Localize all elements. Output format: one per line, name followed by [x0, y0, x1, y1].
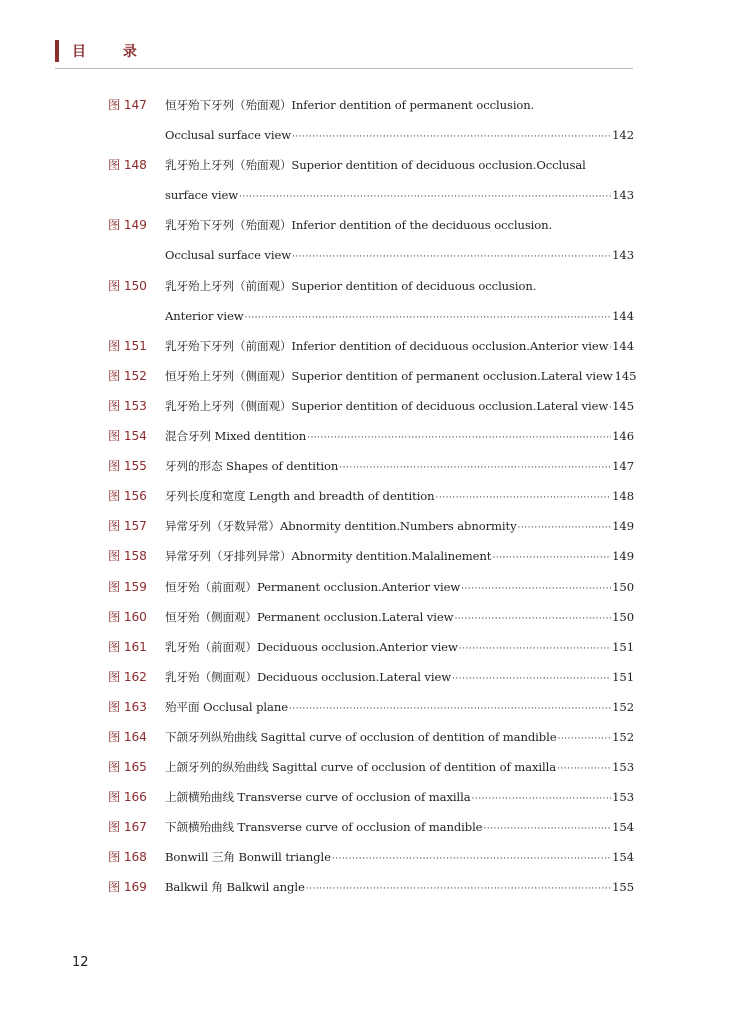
page-ref: 144 [612, 308, 634, 323]
dot-leader [454, 604, 611, 634]
figure-number: 图 149 [108, 218, 147, 233]
dot-leader [609, 393, 611, 423]
entry-title: 下颌横殆曲线 Transverse curve of occlusion of mandible [165, 820, 483, 835]
entry-title: 乳牙殆上牙列（殆面观）Superior dentition of deciduous occlusion.Occlusal [165, 158, 586, 173]
page-ref: 151 [612, 639, 634, 654]
page-ref: 152 [612, 699, 634, 714]
entry-title: 乳牙殆上牙列（侧面观）Superior dentition of deciduous occlusion.Lateral view [165, 398, 609, 413]
figure-number: 图 160 [108, 609, 147, 624]
page-ref: 148 [612, 489, 634, 504]
toc-entry[interactable] [108, 722, 634, 752]
dot-leader [245, 303, 612, 333]
page-ref: 155 [612, 880, 634, 895]
entry-title: 上颌牙列的纵殆曲线 Sagittal curve of occlusion of dentition of maxilla [165, 760, 557, 775]
header-accent-bar [55, 40, 59, 62]
page-ref: 153 [612, 760, 634, 775]
figure-number: 图 157 [108, 519, 147, 534]
page-ref: 153 [612, 790, 634, 805]
entry-title: 上颌横殆曲线 Transverse curve of occlusion of maxilla [165, 790, 471, 805]
entry-title: 异常牙列（牙数异常）Abnormity dentition.Numbers abnormity [165, 519, 517, 534]
page-ref: 154 [612, 850, 634, 865]
toc-entry[interactable] [108, 812, 634, 842]
toc-entry[interactable] [108, 872, 634, 902]
figure-number: 图 168 [108, 850, 147, 865]
page-ref: 146 [612, 429, 634, 444]
figure-number: 图 147 [108, 98, 147, 112]
section-title: 目 录 [72, 44, 153, 60]
toc-entry[interactable] [108, 752, 634, 782]
toc-entry[interactable] [108, 271, 634, 331]
toc-entry[interactable] [108, 632, 634, 662]
entry-title-continued: Occlusal surface view [165, 248, 292, 263]
toc-entry[interactable] [108, 541, 634, 571]
page-ref: 147 [612, 459, 634, 474]
entry-title: Bonwill 三角 Bonwill triangle [165, 850, 331, 865]
page-ref: 143 [612, 188, 634, 203]
entry-title-continued: Occlusal surface view [165, 128, 292, 143]
page-ref: 143 [612, 248, 634, 263]
page-ref: 142 [612, 128, 634, 143]
page-ref: 150 [612, 579, 634, 594]
toc-entry[interactable] [108, 90, 634, 150]
entry-title: 乳牙殆下牙列（前面观）Inferior dentition of deciduous occlusion.Anterior view [165, 338, 609, 353]
figure-number: 图 150 [108, 278, 147, 293]
toc-entry[interactable] [108, 662, 634, 692]
dot-leader [461, 574, 611, 604]
dot-leader [436, 483, 612, 513]
toc-entry[interactable] [108, 602, 634, 632]
dot-leader [292, 242, 611, 272]
entry-title: 恒牙殆（侧面观）Permanent occlusion.Lateral view [165, 609, 454, 624]
figure-number: 图 155 [108, 459, 147, 474]
figure-number: 图 167 [108, 820, 147, 835]
toc-entry[interactable] [108, 842, 634, 872]
figure-number: 图 165 [108, 760, 147, 775]
dot-leader [609, 333, 611, 363]
toc-entry[interactable] [108, 331, 634, 361]
figure-number: 图 162 [108, 669, 147, 684]
page-ref: 145 [614, 368, 637, 383]
entry-title: 乳牙殆（前面观）Deciduous occlusion.Anterior view [165, 639, 458, 654]
figure-number: 图 166 [108, 790, 147, 805]
dot-leader [557, 724, 611, 754]
entry-title-continued: surface view [165, 188, 239, 203]
figure-number: 图 163 [108, 699, 147, 714]
dot-leader [557, 754, 611, 784]
page-ref: 154 [612, 820, 634, 835]
figure-number: 图 153 [108, 398, 147, 413]
figure-number: 图 159 [108, 579, 147, 594]
page-ref: 144 [612, 338, 634, 353]
page-ref: 149 [612, 519, 634, 534]
toc-entry[interactable] [108, 150, 634, 210]
figure-number: 图 161 [108, 639, 147, 654]
table-of-contents [108, 90, 637, 903]
dot-leader [306, 874, 611, 904]
page-header [55, 39, 633, 68]
entry-title: 乳牙殆（侧面观）Deciduous occlusion.Lateral view [165, 669, 452, 684]
toc-entry[interactable] [108, 451, 634, 481]
toc-entry[interactable] [108, 782, 634, 812]
toc-entry[interactable] [108, 361, 637, 391]
dot-leader [518, 513, 612, 543]
toc-entry[interactable] [108, 511, 634, 541]
toc-entry[interactable] [108, 692, 634, 722]
toc-entry[interactable] [108, 572, 634, 602]
entry-title: 恒牙殆下牙列（殆面观）Inferior dentition of permanent occlusion. [165, 98, 535, 112]
dot-leader [292, 122, 611, 152]
dot-leader [289, 694, 611, 724]
dot-leader [492, 543, 611, 573]
entry-title-continued: Anterior view [165, 308, 244, 323]
figure-number: 图 156 [108, 489, 147, 504]
entry-title: 异常牙列（牙排列异常）Abnormity dentition.Malalinement [165, 549, 492, 564]
page-number: 12 [72, 955, 89, 970]
entry-title: 牙列长度和宽度 Length and breadth of dentition [165, 489, 435, 504]
dot-leader [452, 664, 611, 694]
dot-leader [332, 844, 611, 874]
entry-title: 下颌牙列纵殆曲线 Sagittal curve of occlusion of dentition of mandible [165, 729, 557, 744]
figure-number: 图 154 [108, 429, 147, 444]
dot-leader [239, 182, 611, 212]
entry-title: 殆平面 Occlusal plane [165, 699, 288, 714]
figure-number: 图 148 [108, 158, 147, 173]
dot-leader [459, 634, 611, 664]
toc-entry[interactable] [108, 421, 634, 451]
toc-entry[interactable] [108, 210, 634, 270]
entry-title: 混合牙列 Mixed dentition [165, 429, 307, 444]
page-ref: 151 [612, 669, 634, 684]
entry-title: 牙列的形态 Shapes of dentition [165, 459, 339, 474]
toc-entry[interactable] [108, 391, 634, 421]
entry-title: 乳牙殆下牙列（殆面观）Inferior dentition of the deciduous occlusion. [165, 218, 553, 233]
entry-title: Balkwil 角 Balkwil angle [165, 880, 305, 895]
dot-leader [472, 784, 612, 814]
figure-number: 图 152 [108, 368, 147, 383]
entry-title: 恒牙殆上牙列（侧面观）Superior dentition of permanent occlusion.Lateral view [165, 368, 613, 383]
figure-number: 图 164 [108, 729, 147, 744]
figure-number: 图 151 [108, 338, 147, 353]
page-ref: 152 [612, 729, 634, 744]
header-divider [55, 68, 633, 69]
dot-leader [307, 423, 611, 453]
dot-leader [339, 453, 611, 483]
figure-number: 图 158 [108, 549, 147, 564]
entry-title: 乳牙殆上牙列（前面观）Superior dentition of deciduous occlusion. [165, 278, 537, 293]
page-ref: 150 [612, 609, 634, 624]
figure-number: 图 169 [108, 880, 147, 895]
toc-entry[interactable] [108, 481, 634, 511]
page-ref: 145 [612, 398, 634, 413]
entry-title: 恒牙殆（前面观）Permanent occlusion.Anterior view [165, 579, 461, 594]
page-ref: 149 [612, 549, 634, 564]
dot-leader [483, 814, 611, 844]
